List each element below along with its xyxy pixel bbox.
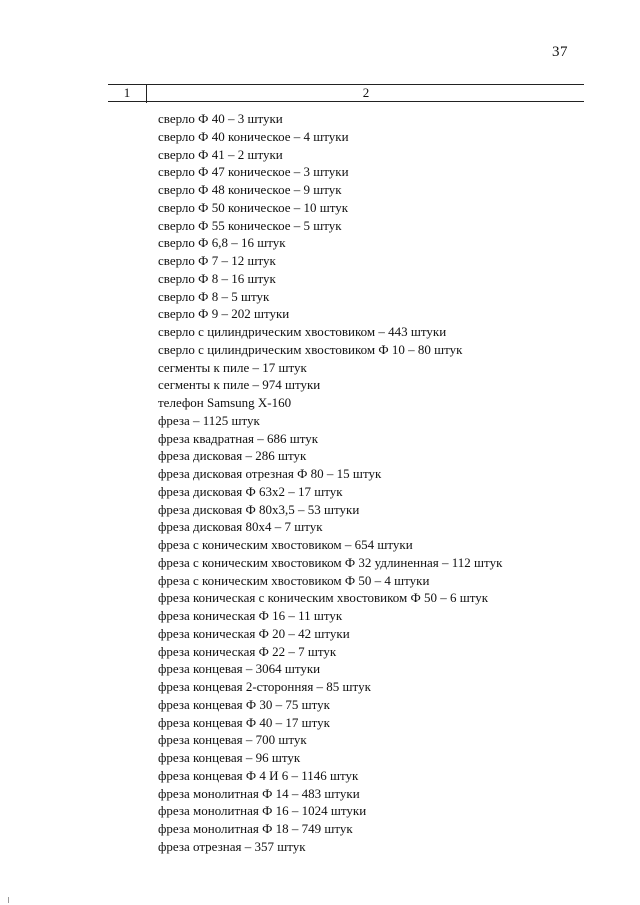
list-item: сверло Ф 6,8 – 16 штук (158, 235, 286, 251)
list-item: сверло Ф 9 – 202 штуки (158, 306, 290, 322)
list-item: сверло Ф 47 коническое – 3 штуки (158, 164, 349, 180)
table-header (108, 84, 584, 102)
list-item: фреза дисковая 80х4 – 7 штук (158, 519, 323, 535)
list-item: фреза монолитная Ф 14 – 483 штуки (158, 785, 360, 801)
list-item: сверло с цилиндрическим хвостовиком – 443 штуки (158, 324, 447, 339)
list-item: сверло Ф 50 коническое – 10 штук (158, 199, 349, 215)
list-item: сверло Ф 55 коническое – 5 штук (158, 217, 342, 233)
list-item: фреза отрезная – 357 штук (158, 838, 306, 854)
list-item: фреза дисковая отрезная Ф 80 – 15 штук (158, 466, 382, 481)
list-item: телефон Samsung X-160 (158, 395, 292, 410)
list-item: фреза с коническим хвостовиком Ф 32 удлиненная – 112 штук (158, 554, 503, 570)
list-item: сверло Ф 7 – 12 штук (158, 253, 276, 268)
list-item: фреза коническая Ф 16 – 11 штук (158, 608, 343, 623)
list-item: сверло Ф 8 – 5 штук (158, 288, 270, 304)
list-item: фреза монолитная Ф 16 – 1024 штуки (158, 803, 367, 819)
list-item: фреза концевая Ф 40 – 17 штук (158, 714, 330, 730)
list-item: фреза концевая 2-сторонняя – 85 штук (158, 679, 371, 694)
scan-edge-mark (8, 897, 9, 903)
list-item: сверло Ф 41 – 2 штуки (158, 146, 283, 162)
list-item: фреза с коническим хвостовиком Ф 50 – 4 штуки (158, 572, 430, 588)
list-item: сверло Ф 40 коническое – 4 штуки (158, 128, 349, 144)
list-item: фреза квадратная – 686 штук (158, 430, 319, 446)
list-item: сверло Ф 40 – 3 штуки (158, 111, 283, 126)
list-item: фреза концевая – 700 штук (158, 732, 307, 748)
list-item: фреза концевая Ф 30 – 75 штук (158, 696, 330, 712)
list-item: сверло Ф 8 – 16 штук (158, 270, 276, 286)
list-item: фреза дисковая – 286 штук (158, 448, 307, 464)
list-item: фреза дисковая Ф 63х2 – 17 штук (158, 483, 343, 499)
list-item: фреза концевая Ф 4 И 6 – 1146 штук (158, 767, 359, 783)
list-item: фреза дисковая Ф 80х3,5 – 53 штуки (158, 501, 360, 517)
list-item: фреза – 1125 штук (158, 412, 260, 428)
list-item: фреза монолитная Ф 18 – 749 штук (158, 821, 353, 836)
list-item: сегменты к пиле – 17 штук (158, 359, 307, 375)
table-header-col-2: 2 (362, 85, 370, 100)
list-item: фреза коническая Ф 20 – 42 штуки (158, 625, 350, 641)
column-divider (146, 100, 147, 103)
list-item: фреза коническая с коническим хвостовиком Ф 50 – 6 штук (158, 590, 489, 606)
item-list (158, 110, 578, 856)
list-item: фреза концевая – 3064 штуки (158, 661, 321, 677)
list-item: сегменты к пиле – 974 штуки (158, 377, 321, 393)
list-item: фреза с коническим хвостовиком – 654 штуки (158, 537, 413, 552)
list-item: сверло с цилиндрическим хвостовиком Ф 10 – 80 штук (158, 341, 463, 357)
list-item: фреза концевая – 96 штук (158, 750, 301, 765)
table-header-col-1: 1 (108, 85, 147, 101)
list-item: сверло Ф 48 коническое – 9 штук (158, 182, 342, 197)
page-number: 37 (552, 44, 568, 60)
list-item: фреза коническая Ф 22 – 7 штук (158, 643, 337, 659)
